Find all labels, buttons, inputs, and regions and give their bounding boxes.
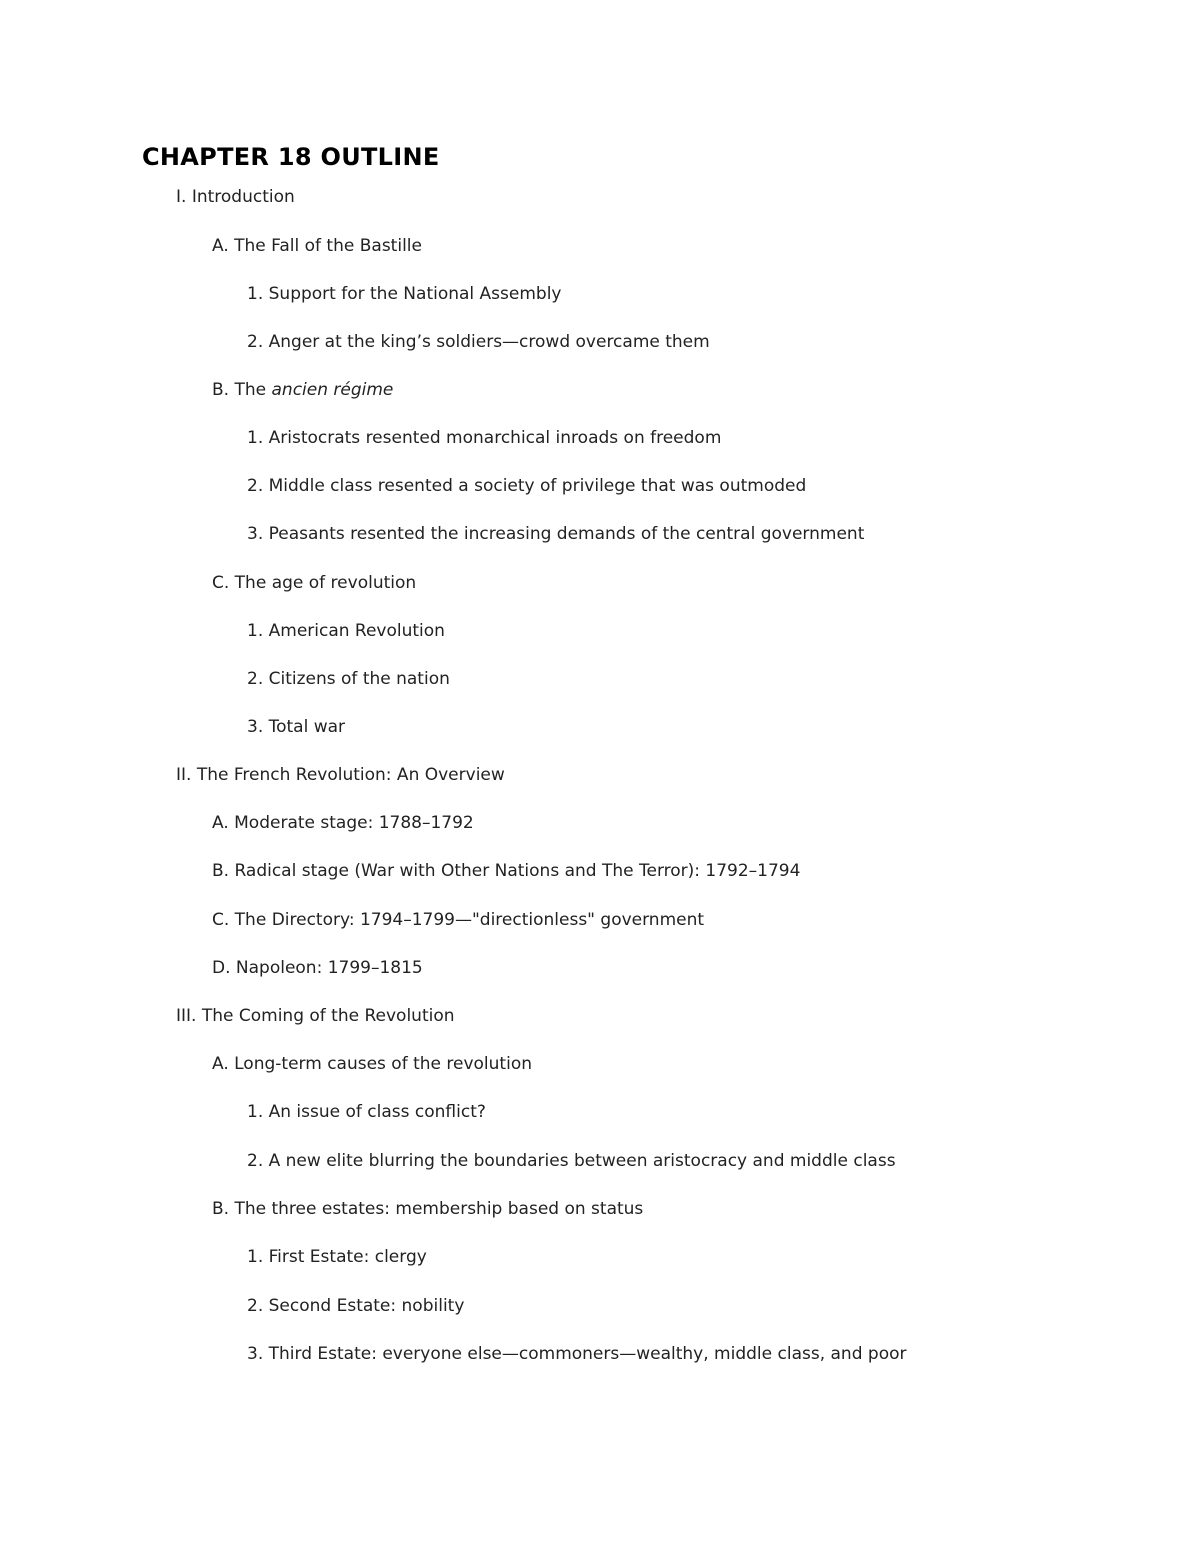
outline-subitem-national-assembly: 1. Support for the National Assembly <box>247 284 562 304</box>
outline-subitem-new-elite: 2. A new elite blurring the boundaries between aristocracy and middle class <box>247 1151 896 1171</box>
outline-subitem-first-estate: 1. First Estate: clergy <box>247 1247 427 1267</box>
outline-subitem-class-conflict: 1. An issue of class conflict? <box>247 1102 486 1122</box>
outline-item-directory: C. The Directory: 1794–1799—"directionless" government <box>212 910 705 930</box>
outline-subitem-total-war: 3. Total war <box>247 717 346 737</box>
ancien-regime-italic: ancien régime <box>271 380 394 400</box>
outline-item-ancien-regime <box>212 379 393 401</box>
outline-item-moderate-stage: A. Moderate stage: 1788–1792 <box>212 813 474 833</box>
outline-subitem-citizens: 2. Citizens of the nation <box>247 669 450 689</box>
outline-item-age-of-revolution: C. The age of revolution <box>212 573 417 593</box>
outline-item-radical-stage: B. Radical stage (War with Other Nations and The Terror): 1792–1794 <box>212 861 801 881</box>
outline-item-fall-of-bastille: A. The Fall of the Bastille <box>212 236 422 256</box>
outline-subitem-american-revolution: 1. American Revolution <box>247 621 445 641</box>
outline-item-napoleon: D. Napoleon: 1799–1815 <box>212 958 423 978</box>
outline-heading-introduction: I. Introduction <box>176 187 295 207</box>
outline-subitem-second-estate: 2. Second Estate: nobility <box>247 1296 465 1316</box>
outline-subitem-peasants: 3. Peasants resented the increasing demands of the central government <box>247 524 865 544</box>
ancien-regime-prefix: B. The <box>212 380 272 400</box>
outline-item-long-term-causes: A. Long-term causes of the revolution <box>212 1054 532 1074</box>
outline-heading-coming-of-revolution: III. The Coming of the Revolution <box>176 1006 455 1026</box>
outline-subitem-aristocrats: 1. Aristocrats resented monarchical inroads on freedom <box>247 428 722 448</box>
outline-subitem-third-estate: 3. Third Estate: everyone else—commoners—wealthy, middle class, and poor <box>247 1344 907 1364</box>
page-title: CHAPTER 18 OUTLINE <box>142 143 440 171</box>
outline-heading-french-revolution: II. The French Revolution: An Overview <box>176 765 505 785</box>
outline-subitem-kings-soldiers: 2. Anger at the king’s soldiers—crowd overcame them <box>247 332 710 352</box>
outline-item-three-estates: B. The three estates: membership based on status <box>212 1199 644 1219</box>
outline-subitem-middle-class: 2. Middle class resented a society of privilege that was outmoded <box>247 476 807 496</box>
